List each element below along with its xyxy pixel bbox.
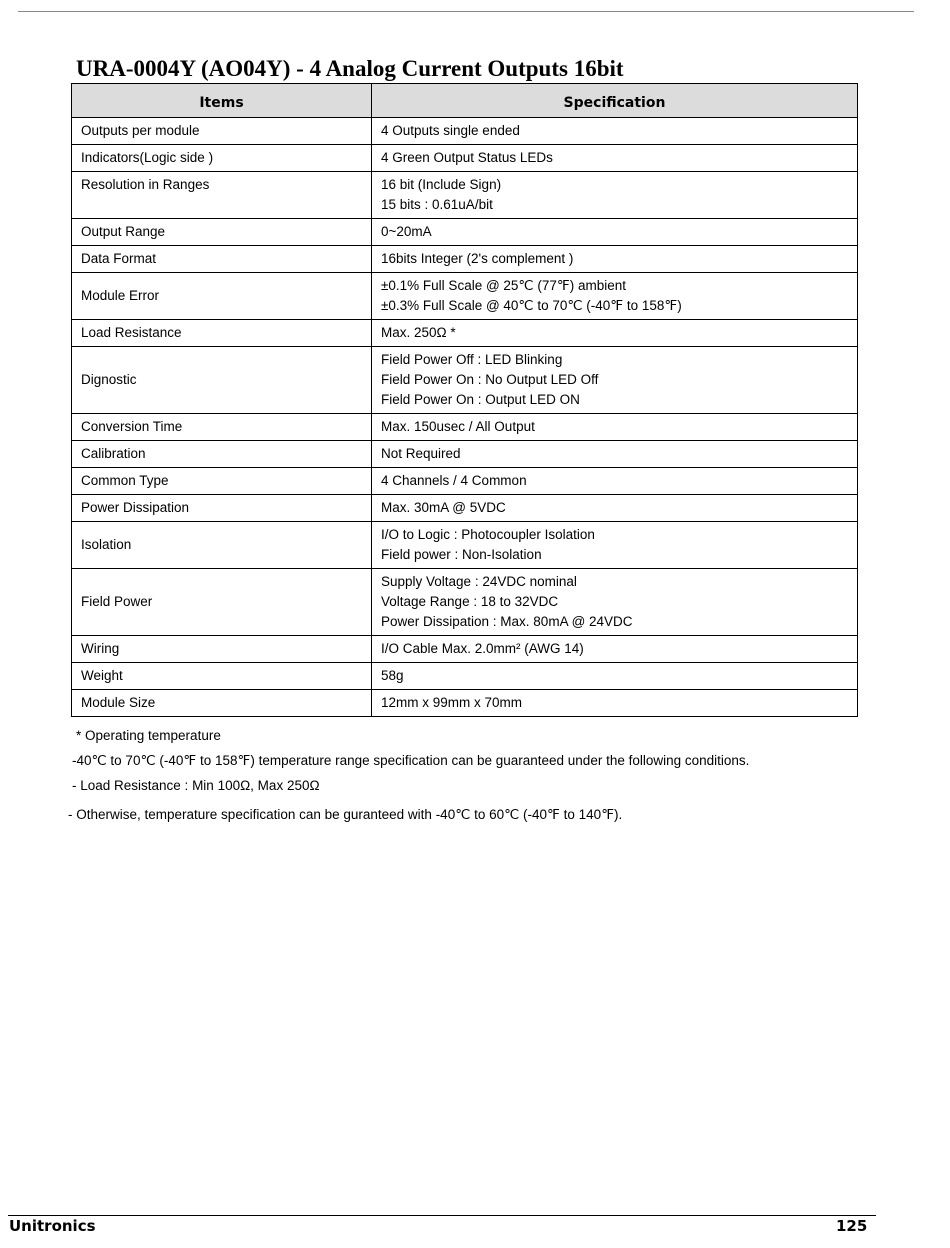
spec-value-line: ±0.1% Full Scale @ 25℃ (77℉) ambient	[381, 278, 626, 293]
footer-rule	[8, 1215, 876, 1216]
table-row	[72, 320, 858, 347]
footer-page-number: 125	[836, 1217, 868, 1235]
spec-item-cell: Common Type	[72, 468, 372, 495]
spec-table-body	[72, 118, 858, 717]
spec-value-line: Max. 150usec / All Output	[381, 419, 535, 434]
spec-value-cell	[372, 347, 858, 414]
note-load-resistance: - Load Resistance : Min 100Ω, Max 250Ω	[72, 778, 320, 793]
spec-value-cell	[372, 495, 858, 522]
table-row	[72, 414, 858, 441]
table-row	[72, 219, 858, 246]
spec-value-line: Field Power On : No Output LED Off	[381, 372, 599, 387]
spec-value-cell	[372, 522, 858, 569]
spec-value-line: ±0.3% Full Scale @ 40℃ to 70℃ (-40℉ to 158℉)	[381, 298, 682, 313]
column-header-items: Items	[72, 84, 372, 118]
spec-value-cell	[372, 690, 858, 717]
spec-table	[71, 83, 858, 717]
spec-item-cell: Weight	[72, 663, 372, 690]
spec-item-cell: Outputs per module	[72, 118, 372, 145]
table-row	[72, 495, 858, 522]
spec-value-line: 12mm x 99mm x 70mm	[381, 695, 523, 710]
spec-value-cell	[372, 569, 858, 636]
spec-value-cell	[372, 320, 858, 347]
spec-value-cell	[372, 663, 858, 690]
spec-item-cell: Conversion Time	[72, 414, 372, 441]
table-row	[72, 441, 858, 468]
table-row	[72, 569, 858, 636]
spec-value-cell	[372, 172, 858, 219]
header-rule	[18, 11, 914, 12]
spec-value-line: 4 Channels / 4 Common	[381, 473, 527, 488]
spec-item-cell: Wiring	[72, 636, 372, 663]
spec-value-line: 4 Green Output Status LEDs	[381, 150, 553, 165]
table-row	[72, 468, 858, 495]
table-row	[72, 636, 858, 663]
spec-item-cell: Module Size	[72, 690, 372, 717]
spec-item-cell: Indicators(Logic side )	[72, 145, 372, 172]
table-row	[72, 273, 858, 320]
spec-value-line: Not Required	[381, 446, 461, 461]
column-header-specification: Specification	[372, 84, 858, 118]
table-row	[72, 172, 858, 219]
spec-item-cell: Module Error	[72, 273, 372, 320]
spec-item-cell: Resolution in Ranges	[72, 172, 372, 219]
spec-value-line: 15 bits : 0.61uA/bit	[381, 197, 493, 212]
table-row	[72, 522, 858, 569]
spec-value-line: 16 bit (Include Sign)	[381, 177, 502, 192]
footer-brand: Unitronics	[9, 1217, 96, 1235]
spec-value-line: 58g	[381, 668, 404, 683]
spec-value-line: Power Dissipation : Max. 80mA @ 24VDC	[381, 614, 633, 629]
note-temperature-range: -40℃ to 70℃ (-40℉ to 158℉) temperature range specification can be guaranteed under the following conditions.	[72, 753, 750, 768]
spec-value-line: I/O Cable Max. 2.0mm² (AWG 14)	[381, 641, 584, 656]
spec-item-cell: Data Format	[72, 246, 372, 273]
spec-value-line: Field power : Non-Isolation	[381, 547, 542, 562]
spec-item-cell: Isolation	[72, 522, 372, 569]
spec-value-line: 16bits Integer (2's complement )	[381, 251, 574, 266]
spec-value-line: I/O to Logic : Photocoupler Isolation	[381, 527, 595, 542]
spec-item-cell: Output Range	[72, 219, 372, 246]
spec-value-line: Field Power Off : LED Blinking	[381, 352, 563, 367]
spec-value-cell	[372, 441, 858, 468]
spec-value-cell	[372, 636, 858, 663]
spec-value-line: Voltage Range : 18 to 32VDC	[381, 594, 559, 609]
spec-value-cell	[372, 145, 858, 172]
spec-item-cell: Power Dissipation	[72, 495, 372, 522]
spec-value-cell	[372, 414, 858, 441]
table-row	[72, 347, 858, 414]
spec-item-cell: Load Resistance	[72, 320, 372, 347]
spec-value-line: Supply Voltage : 24VDC nominal	[381, 574, 577, 589]
spec-value-line: Max. 250Ω *	[381, 325, 456, 340]
note-otherwise: - Otherwise, temperature specification can be guranteed with -40℃ to 60℃ (-40℉ to 140℉).	[68, 807, 623, 822]
table-row	[72, 690, 858, 717]
table-row	[72, 246, 858, 273]
spec-value-cell	[372, 219, 858, 246]
spec-value-line: 4 Outputs single ended	[381, 123, 520, 138]
table-row	[72, 663, 858, 690]
table-row	[72, 118, 858, 145]
spec-value-line: Max. 30mA @ 5VDC	[381, 500, 506, 515]
spec-item-cell: Calibration	[72, 441, 372, 468]
spec-value-cell	[372, 246, 858, 273]
spec-value-cell	[372, 468, 858, 495]
spec-item-cell: Dignostic	[72, 347, 372, 414]
table-header-row	[72, 84, 858, 118]
spec-item-cell: Field Power	[72, 569, 372, 636]
spec-value-cell	[372, 273, 858, 320]
table-row	[72, 145, 858, 172]
spec-value-line: 0~20mA	[381, 224, 432, 239]
page-title: URA-0004Y (AO04Y) - 4 Analog Current Outputs 16bit	[76, 56, 624, 81]
note-operating-temperature: * Operating temperature	[76, 728, 221, 743]
spec-value-line: Field Power On : Output LED ON	[381, 392, 580, 407]
spec-value-cell	[372, 118, 858, 145]
